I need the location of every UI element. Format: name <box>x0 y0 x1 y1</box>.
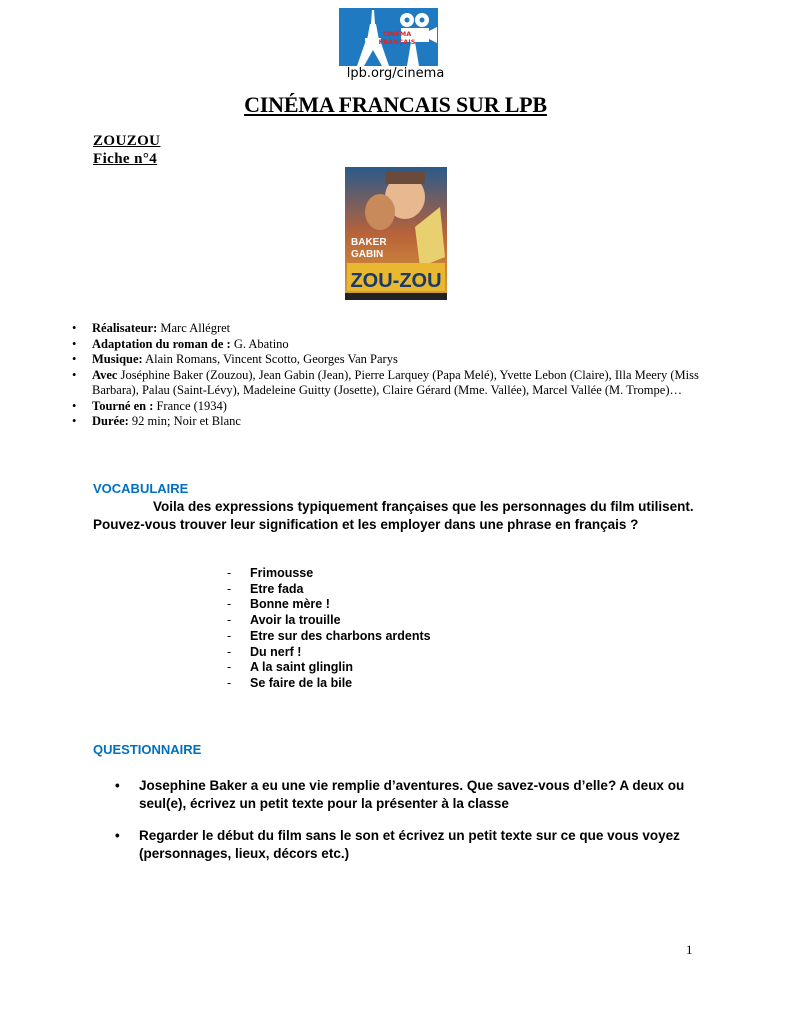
page-title: CINÉMA FRANCAIS SUR LPB <box>244 92 547 117</box>
info-value: 92 min; Noir et Blanc <box>128 414 241 428</box>
cinema-francais-logo <box>339 8 438 66</box>
fiche-number: Fiche n°4 <box>93 151 158 167</box>
list-item <box>72 321 712 337</box>
info-value: Marc Allégret <box>157 321 231 335</box>
list-item: - Bonne mère ! <box>227 597 431 613</box>
list-item: - Etre sur des charbons ardents <box>227 629 431 645</box>
list-item: - Frimousse <box>227 566 431 582</box>
questionnaire-heading: QUESTIONNAIRE <box>93 742 202 757</box>
info-label: Musique: <box>92 352 143 366</box>
list-item <box>72 368 712 399</box>
info-value: Joséphine Baker (Zouzou), Jean Gabin (Jean), Pierre Larquey (Papa Melé), Yvette Lebon (Claire), Illa Meery (Miss Barbara), Palau (Saint-Lévy), Madeleine Guitty (Josette), Claire Gérard (Mme. Vallée), Marcel Vallée (M. Trompe)… <box>92 367 699 397</box>
site-url: lpb.org/cinema <box>346 66 445 81</box>
info-label: Adaptation du roman de : <box>92 336 231 351</box>
list-item <box>72 414 712 430</box>
list-item <box>72 399 712 415</box>
poster-name-2: GABIN <box>351 249 384 260</box>
info-value: Alain Romans, Vincent Scotto, Georges Van Parys <box>142 352 398 366</box>
list-item: • Josephine Baker a eu une vie remplie d’aventures. Que savez-vous d’elle? A deux ou seul(e), écrivez un petit texte pour la présenter à la classe <box>115 777 715 812</box>
info-label: Réalisateur: <box>92 321 158 335</box>
list-item <box>72 352 712 368</box>
list-item: - Etre fada <box>227 582 431 598</box>
info-value: France (1934) <box>153 398 227 413</box>
page-number: 1 <box>686 942 693 957</box>
list-item: • Regarder le début du film sans le son et écrivez un petit texte sur ce que vous voyez (personnages, lieux, décors etc.) <box>115 827 715 862</box>
list-item <box>72 337 712 353</box>
info-label: Avec <box>92 367 118 382</box>
info-label: Durée: <box>92 414 129 428</box>
vocabulaire-list <box>227 566 431 692</box>
film-title: ZOUZOU <box>93 133 161 149</box>
poster-name-1: BAKER <box>351 237 387 248</box>
film-info-list <box>72 321 712 430</box>
logo-text-top: CINÉMA <box>382 30 412 38</box>
film-poster <box>345 167 447 300</box>
vocabulaire-heading: VOCABULAIRE <box>93 481 189 496</box>
info-label: Tourné en : <box>92 398 154 413</box>
list-item: - Avoir la trouille <box>227 613 431 629</box>
list-item: - Se faire de la bile <box>227 676 431 692</box>
questionnaire-list <box>115 777 715 877</box>
vocabulaire-intro: Voila des expressions typiquement françaises que les personnages du film utilisent. Pouvez-vous trouver leur signification et les employer dans une phrase en français ? <box>93 499 694 532</box>
poster-title: ZOU-ZOU <box>350 270 442 292</box>
info-value: G. Abatino <box>230 336 289 351</box>
list-item: - A la saint glinglin <box>227 660 431 676</box>
logo-text-bottom: FRANÇAIS <box>378 38 416 46</box>
list-item: - Du nerf ! <box>227 645 431 661</box>
